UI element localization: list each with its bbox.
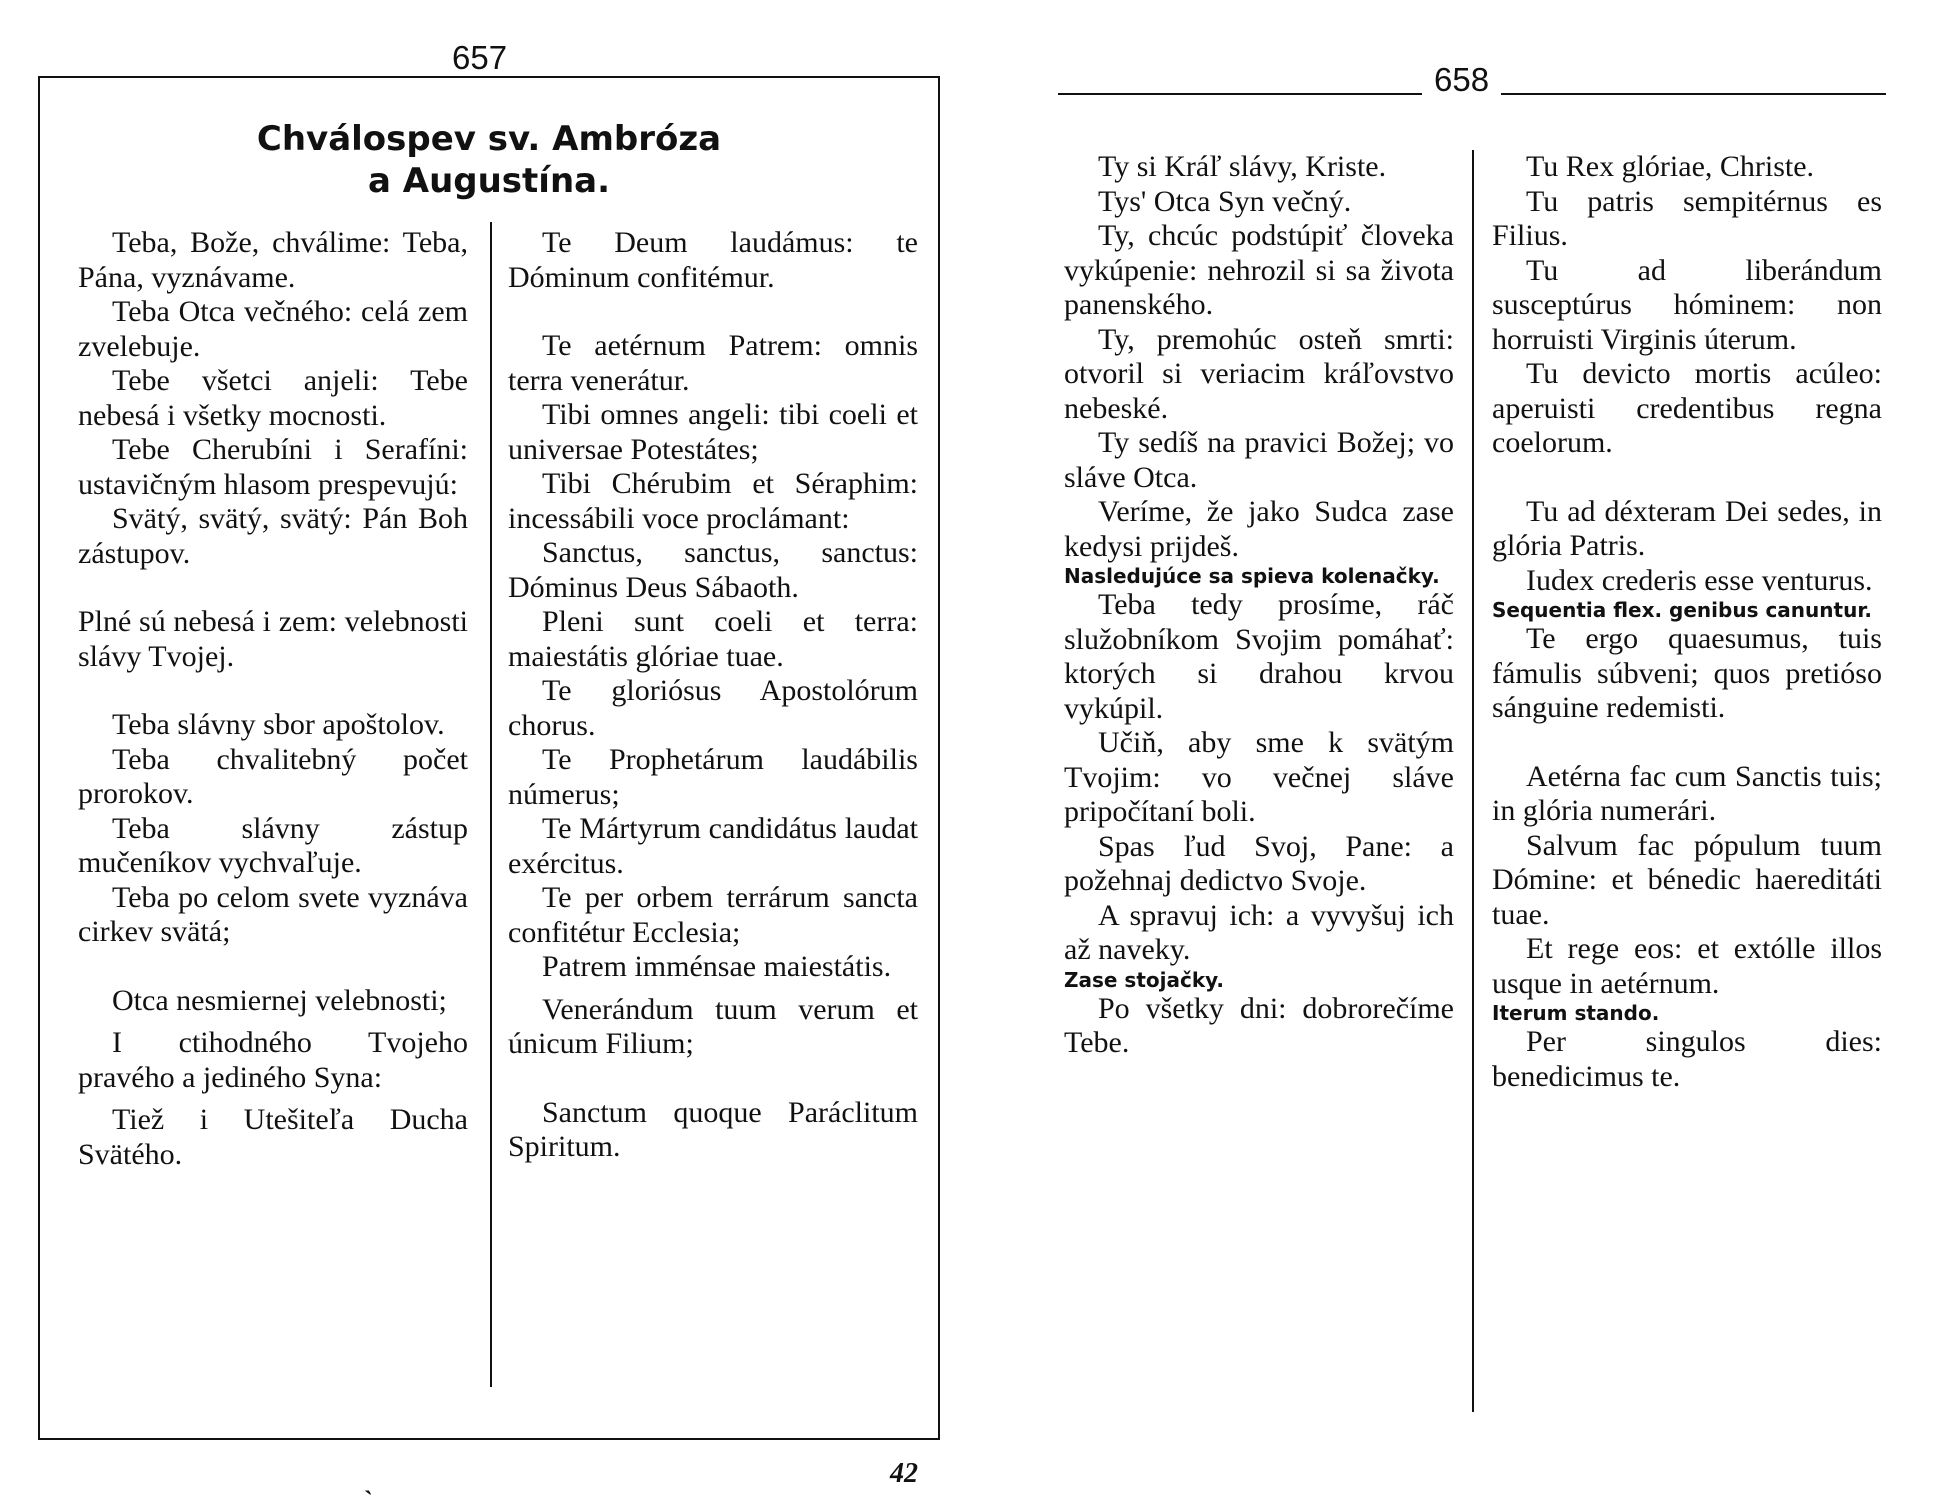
- verse: A spravuj ich: a vyvyšuj ich až naveky.: [1064, 898, 1454, 966]
- left-slovak-column: [78, 226, 468, 1172]
- verse: I ctihodného Tvojeho pravého a jediného Syna:: [78, 1026, 468, 1094]
- verse: Salvum fac pópulum tuum Dómine: et bénedic haereditáti tuae.: [1492, 828, 1882, 931]
- verse: Tebe všetci anjeli: Tebe nebesá i všetky mocnosti.: [78, 364, 468, 432]
- right-latin-column: [1492, 150, 1882, 1094]
- rubric-kneel-slovak: Nasledujúce sa spieva kolenačky.: [1064, 564, 1440, 588]
- right-page-number: 658: [1422, 62, 1501, 98]
- stray-mark: ˎ: [364, 1466, 373, 1495]
- verse: Te Prophetárum laudábilis númerus;: [508, 743, 918, 811]
- verse: Svätý, svätý, svätý: Pán Boh zástupov.: [78, 502, 468, 570]
- verse: Teba, Bože, chválime: Teba, Pána, vyznávame.: [78, 226, 468, 294]
- verse: Iudex crederis esse venturus.: [1526, 563, 1873, 597]
- verse: Te aetérnum Patrem: omnis terra venerátur.: [508, 329, 918, 397]
- verse: Ty si Kráľ slávy, Kriste.: [1098, 150, 1387, 183]
- left-latin-column: [508, 226, 918, 1165]
- rubric-kneel-latin: Sequentia flex. genibus canuntur.: [1492, 598, 1872, 622]
- verse: Patrem imménsae maiestátis.: [542, 950, 892, 983]
- verse: Et rege eos: et extólle illos usque in aetérnum.: [1492, 932, 1882, 1000]
- verse: Teba po celom svete vyznáva cirkev svätá;: [78, 880, 468, 948]
- verse: Tu devicto mortis acúleo: aperuisti credentibus regna coelorum.: [1492, 357, 1882, 459]
- verse: Tu ad liberándum susceptúrus hóminem: non horruisti Virginis úterum.: [1492, 253, 1882, 356]
- left-top-rule: [38, 76, 940, 78]
- verse: Ty, premohúc osteň smrti: otvoril si veriacim kráľovstvo nebeské.: [1064, 322, 1454, 425]
- verse: Te gloriósus Apostolórum chorus.: [508, 674, 918, 742]
- verse: Pleni sunt coeli et terra: maiestátis glóriae tuae.: [508, 605, 918, 673]
- verse: Teba slávny zástup mučeníkov vychvaľuje.: [78, 811, 468, 879]
- verse: Sanctum quoque Paráclitum Spiritum.: [508, 1095, 918, 1163]
- verse: Teba slávny sbor apoštolov.: [112, 708, 445, 741]
- verse: Teba tedy prosíme, ráč služobníkom Svojim pomáhať: ktorých si drahou krvou vykúpil.: [1064, 588, 1454, 725]
- right-slovak-column: [1064, 150, 1454, 1061]
- verse: Te Mártyrum candidátus laudat exércitus.: [508, 812, 918, 880]
- verse: Teba chvalitebný počet prorokov.: [78, 742, 468, 810]
- verse: Ty sedíš na pravici Božej; vo sláve Otca.: [1064, 426, 1454, 494]
- verse: Te Deum laudámus: te Dóminum confitémur.: [508, 226, 918, 294]
- verse: Tebe Cherubíni i Serafíni: ustavičným hlasom prespevujú:: [78, 433, 468, 501]
- verse: Tiež i Utešiteľa Ducha Svätého.: [78, 1103, 468, 1171]
- left-page-left-border: [38, 76, 40, 1438]
- verse: Te ergo quaesumus, tuis fámulis súbveni; quos pretióso sánguine redemisti.: [1492, 622, 1882, 724]
- verse: Tys' Otca Syn večný.: [1098, 184, 1352, 218]
- verse: Tu patris sempitérnus es Filius.: [1492, 184, 1882, 252]
- verse: Per singulos dies: benedicimus te.: [1492, 1025, 1882, 1093]
- verse: Veríme, že jako Sudca zase kedysi prijdeš.: [1064, 495, 1454, 563]
- verse: Teba Otca večného: celá zem zvelebuje.: [78, 295, 468, 363]
- verse: Otca nesmiernej velebnosti;: [112, 983, 447, 1017]
- verse: Tibi omnes angeli: tibi coeli et universae Potestátes;: [508, 398, 918, 466]
- left-page-right-border: [938, 76, 940, 1438]
- verse: Sanctus, sanctus, sanctus: Dóminus Deus Sábaoth.: [508, 536, 918, 604]
- verse: Spas ľud Svoj, Pane: a požehnaj dedictvo Svoje.: [1064, 829, 1454, 897]
- verse: Tu Rex glóriae, Christe.: [1526, 150, 1815, 183]
- left-column-divider: [490, 222, 492, 1387]
- verse: Te per orbem terrárum sancta confitétur Ecclesia;: [508, 881, 918, 949]
- verse: Plné sú nebesá i zem: velebnosti slávy Tvojej.: [78, 605, 468, 673]
- verse: Po všetky dni: dobrorečíme Tebe.: [1064, 991, 1454, 1059]
- hymn-title-line1: Chválospev sv. Ambróza: [256, 119, 722, 159]
- verse: Tu ad déxteram Dei sedes, in glória Patris.: [1492, 494, 1882, 562]
- hymn-title: [40, 118, 938, 202]
- verse: Tibi Chérubim et Séraphim: incessábili voce proclámant:: [508, 467, 918, 535]
- rubric-stand-latin: Iterum stando.: [1492, 1001, 1660, 1025]
- verse: Ty, chcúc podstúpiť človeka vykúpenie: nehrozil si sa života panenského.: [1064, 219, 1454, 321]
- rubric-stand-slovak: Zase stojačky.: [1064, 967, 1224, 992]
- verse: Venerándum tuum verum et únicum Filium;: [508, 992, 918, 1060]
- footer-number: 42: [890, 1458, 918, 1489]
- right-column-divider: [1472, 150, 1474, 1412]
- verse: Aetérna fac cum Sanctis tuis; in glória numerári.: [1492, 759, 1882, 827]
- left-page-number: 657: [440, 40, 519, 76]
- left-bottom-rule: [38, 1438, 940, 1440]
- verse: Učiň, aby sme k svätým Tvojim: vo večnej sláve pripočítaní boli.: [1064, 726, 1454, 828]
- hymn-title-line2: a Augustína.: [367, 161, 611, 201]
